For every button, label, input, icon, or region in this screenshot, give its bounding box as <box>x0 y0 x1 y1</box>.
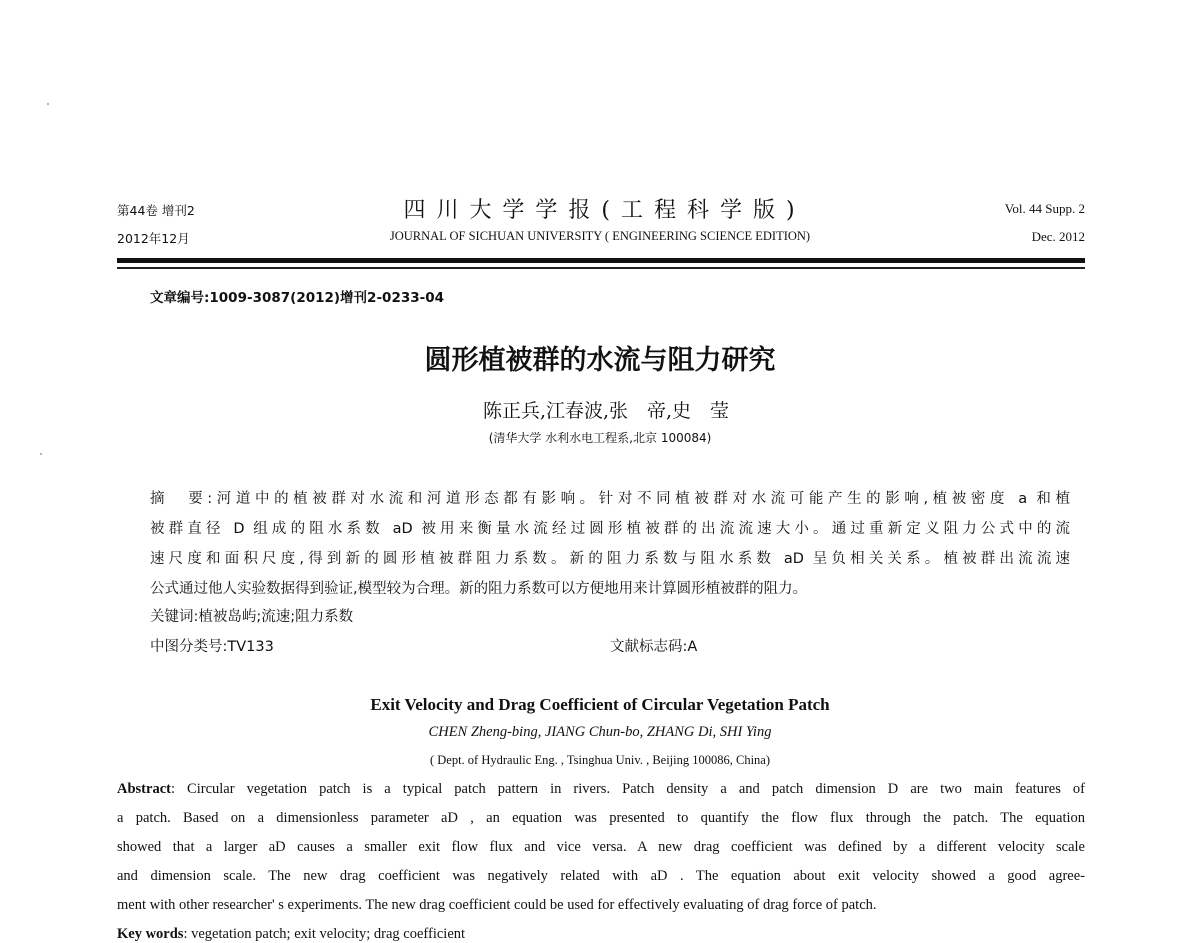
document-code: 文献标志码:A <box>610 639 698 655</box>
abstract-cn-line: 速尺度和面积尺度,得到新的圆形植被群阻力系数。新的阻力系数与阻水系数 aD 呈负相关关系。植被群出流流速 <box>150 551 1070 567</box>
article-number: 文章编号:1009-3087(2012)增刊2-0233-04 <box>150 290 445 306</box>
scan-speck <box>47 103 49 105</box>
abstract-cn-line: 摘 要:河道中的植被群对水流和河道形态都有影响。针对不同植被群对水流可能产生的影响,植被密度 a 和植 <box>150 491 1070 507</box>
keywords-en <box>117 926 465 943</box>
keywords-en-text: : vegetation patch; exit velocity; drag coefficient <box>183 926 466 942</box>
authors-en: CHEN Zheng-bing, JIANG Chun-bo, ZHANG Di, SHI Ying <box>428 724 772 740</box>
journal-title-en: JOURNAL OF SICHUAN UNIVERSITY ( ENGINEERING SCIENCE EDITION) <box>389 229 811 243</box>
abstract-en-line: showed that a larger aD causes a smaller exit flow flux and vice versa. A new drag coefficient was defined by a different velocity scale <box>117 839 1085 855</box>
abstract-en-line: ment with other researcher' s experiments. The new drag coefficient could be used for effectively evaluating of drag force of patch. <box>117 897 877 913</box>
abstract-en-text: : Circular vegetation patch is a typical patch pattern in rivers. Patch density a and patch dimension D are two main features of <box>170 781 1085 797</box>
keywords-label: Key words <box>117 926 184 942</box>
paper-title-cn: 圆形植被群的水流与阻力研究 <box>424 345 776 376</box>
paper-title-en: Exit Velocity and Drag Coefficient of Circular Vegetation Patch <box>370 695 830 714</box>
abstract-en-line: a patch. Based on a dimensionless parameter aD , an equation was presented to quantify the flow flux through the patch. The equation <box>117 810 1085 826</box>
clc-number: 中图分类号:TV133 <box>150 639 274 655</box>
authors-cn: 陈正兵,江春波,张 帝,史 莹 <box>482 400 730 422</box>
keywords-cn: 关键词:植被岛屿;流速;阻力系数 <box>150 609 354 625</box>
header-rule-thick <box>117 258 1085 263</box>
abstract-cn-line: 被群直径 D 组成的阻水系数 aD 被用来衡量水流经过圆形植被群的出流流速大小。通过重新定义阻力公式中的流 <box>150 521 1070 537</box>
volume-cn: 第44卷 增刊2 <box>117 203 195 218</box>
header-rule-thin <box>117 267 1085 269</box>
abstract-cn-line: 公式通过他人实验数据得到验证,模型较为合理。新的阻力系数可以方便地用来计算圆形植被群的阻力。 <box>150 581 808 597</box>
abstract-en-line <box>117 781 1085 798</box>
date-en: Dec. 2012 <box>1031 229 1085 244</box>
abstract-en-line: and dimension scale. The new drag coefficient was negatively related with aD . The equation about exit velocity showed a good agree- <box>117 868 1085 884</box>
abstract-label: Abstract <box>117 781 171 797</box>
scan-speck <box>40 453 42 455</box>
date-cn: 2012年12月 <box>117 231 190 246</box>
journal-title-cn: 四 川 大 学 学 报 ( 工 程 科 学 版 ) <box>403 198 797 223</box>
affiliation-cn: (清华大学 水利水电工程系,北京 100084) <box>488 431 712 445</box>
volume-en: Vol. 44 Supp. 2 <box>1004 201 1085 216</box>
affiliation-en: ( Dept. of Hydraulic Eng. , Tsinghua Univ. , Beijing 100086, China) <box>429 753 771 767</box>
